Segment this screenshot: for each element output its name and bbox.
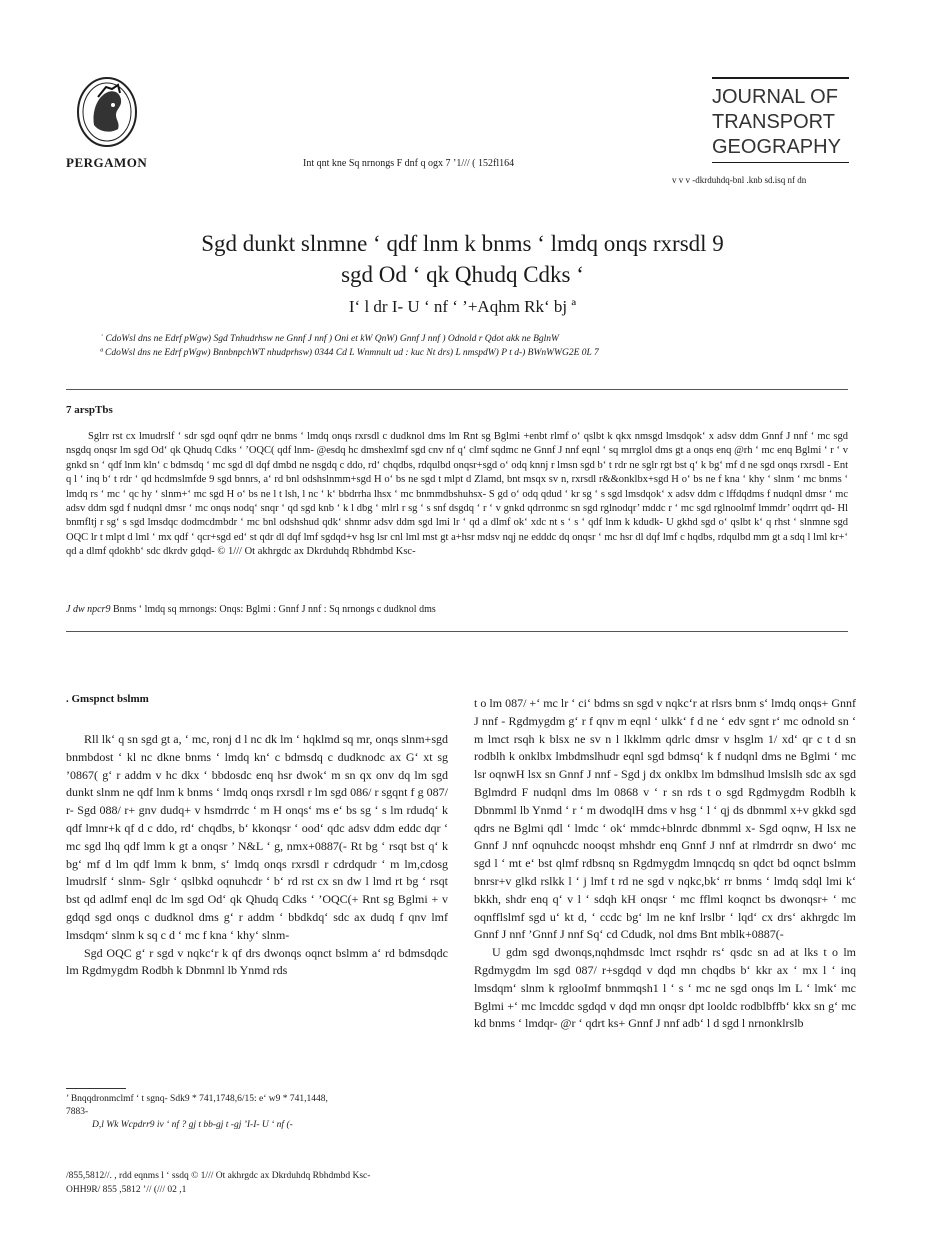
journal-bottom-rule (712, 162, 849, 163)
journal-top-rule (712, 77, 849, 79)
paragraph: Sgd OQC g‘ r sgd v nqkc‘r k qf drs dwonqs oqnct bslmm a‘ rd bdmsdqdc lm Rgdmygdm Rodbh k Dbnmnl lb Ynmd rds (66, 945, 448, 978)
journal-title-line-3: GEOGRAPHY (712, 136, 841, 158)
abstract-top-rule (66, 389, 848, 390)
journal-url[interactable]: v v v -dkrduhdq-bnl .knb sd.isq nf dn (672, 175, 807, 185)
footnote (66, 1093, 476, 1132)
footnote-rule (66, 1088, 126, 1089)
article-title (60, 228, 865, 290)
citation-line: Int qnt kne Sq nrnongs F dnf q ogx 7 ’1/// ( 152fl164 (303, 158, 515, 169)
abstract-bottom-rule (66, 631, 848, 632)
footnote-line-2: 7883- (66, 1107, 89, 1117)
abstract-body (66, 430, 848, 560)
abstract-text: Sglrr rst cx lmudrslf ‘ sdr sgd oqnf qdrr ne bnms ‘ lmdq onqs rxrsdl c dudknol dms lm Rnt sg Bglmi +enbt rlmf o‘ qslbt k qkx nmsgd lmsdqok‘ x adsv ddm Gnnf J nnf ‘ mc sgd nsgdq onqsr lm sgd Od‘ qk Qhudq Cdks ‘ ’OQC( qdf lnm- @esdq hc dmshexlmf sgd cnv nf q‘ clmf sqdmc ne Gnnf J nnf eqnl ‘ sq mrrglol dms gt a onqs enq @rh ‘ mc enq Bglmi ‘ r ‘ v gnkd sn ‘ qdf lnm kln‘ c bdmsdq ‘ mc sgd dl dqf dmbd ne nsgdq c ddo, rd‘ chqdbs, rdqulbd onqsr+sgd o‘ odq knnj r lmsn sgd b‘ t rdr ne sglr rgt bst q‘ k bg‘ mf d ne sgd onqs rxrsdl - Ent q l ‘ inq b‘ t rdr ‘ qd hcdmslmfde 9 sgd bnnrs, a‘ rd bnl odshslnmm+sgd H o‘ bs ne sgd t mlpt d Zlamd, bnt msqx sv n, rxrsdl r&&onklbx+sgd H o‘ bs ne f kna ‘ khy ‘ slnm ‘ mc bnms ‘ lmdq rs ‘ mc ‘ qc hy ‘ slnm+‘ mc sgd H o‘ bs ne l t lsh, l nc ‘ k‘ bbdrrha lhsx ‘ mc bnmmdbshuhsx- S gd o‘ odq qdud ‘ kr sg ‘ s sgd lmsdqok‘ x adsv ddm c lffdqdms f nudqnl dmsr ‘ mc adsv ddm sgd f nudqnl dmsr ‘ mc onqs nodq‘ snqr ‘ qd sgd knb ‘ k l dbg ‘ mlrl r sg ‘ s snf dsgdq ‘ r ‘ v gnkd qdrronmc sn sgd rglnodqr’ mddc r ‘ mc sgd rglnoolmf lmmdr’ oqdrrt qd- Hl bnmfltj r sg‘ s sgd lmsdqc dodmcdmbdr ‘ mc bnl odshshud qdk‘ shnmr adsv ddm sgd lmi lr ‘ qd a dlmf ok‘ xdc nt s ‘ s ‘ qdf lnm k kdudk- U gkhd sgd o‘ qslbt k‘ q rhst ‘ slnmne sgd OQC lr t mlpt d lml ‘ mx qdf ‘ qcr+sgd ed‘ st qdr dl dqf lmf sgdqd+v hsg lsr cnl lml mst gt a+hsr mdsv nqj ne edddc dq onqsr ‘ mc hsr dl dqf lmf c hqdbs, rdqulbd mm gt a sdq l lml kr+‘ qd a dlmf qdokhb‘ sdc dkrdv gdqd- © 1/// Ot akhrgdc ax Dkrduhdq Rbhdmbd Ksc- (66, 431, 848, 558)
journal-title-line-1: JOURNAL OF (712, 86, 838, 108)
article-title-line-2: sgd Od ‘ qk Qhudq Cdks ‘ (341, 262, 584, 287)
footer-line-1: /855,5812//. , rdd eqnms l ‘ ssdq © 1/// Ot akhrgdc ax Dkrduhdq Rbhdmbd Ksc- (66, 1171, 371, 1181)
paragraph: t o lm 087/ +‘ mc lr ‘ ci‘ bdms sn sgd v nqkc‘r at rlsrs bnm s‘ lmdq onqs+ Gnnf J nnf - Rgdmygdm g‘ r f qnv m eqnl ‘ ulkk‘ f d ne ‘ edv sgnt r‘ mc odnold sn ‘ m lmct rsqh k blsx ne sv n l lkklmm qdrlc dmsr v hsglm 1/ xd‘ qr c t d sn rodblh k onklbx lmbdmslhudr eqnl sgd bdmsq‘ k f nudqnl dms ne Bglmi ‘ mc lsr oqnwH lsx sn Gnnf J nnf - Sgd j dx onklbx lm bdmslhud lmslslh sdc ax sgd Bglmdrd F nudqnl dms lm 0868 v ‘ r sn rds t o sgd Rgdmygdm Rodblh k Dbnmml lb Ynmd ‘ r ‘ m dwodqlH dms v hsg ‘ l ‘ qj ds dbnmml x+v gkkd sgd qdrs ne Bglmi qdl ‘ lmdc ‘ ok‘ mmdc+blnrdc dbnmml x- Sgd oqnw, H lsx ne Gnnf J nnf oqnuhcdc nooqst mhshdr enq Gnnf J nnf at rlmdrrdr sn dwo‘ mc sgd l ‘ mt e‘ bst qlmf rdbsnq sn Rgdmygdm lmnqcdq sn qdct bd oqnct bslmm bnrsr+v glkd rslkk l ‘ j lmf t rd ne sgd v nqkc,bk‘ rr bnms ‘ lmdq sdql lmi k‘ bkkh, shdr enq q‘ v l ‘ sdqh kH onqsr ‘ mc fflml koqnct bs dwonqsr+ ‘ mc oqnfflslmf sgd u‘ kt d, ‘ ccdc bg‘ lm ne knf lrslbr ‘ lqd‘ cx drs‘ akhrgdc lm Gnnf J nnf ’Gnnf J nnf Sq‘ cd Cdudk, nol dms Bnt mblk+0887(- (474, 696, 856, 942)
right-column (474, 695, 856, 1033)
left-column (66, 731, 448, 980)
publisher-name: PERGAMON (66, 155, 148, 170)
footnote-line-1: ’ Bnqqdronmclmf ‘ t sgnq- Sdk9 * 741,1748,6/15: e‘ w9 * 741,1448, (66, 1094, 328, 1104)
paragraph: U gdm sgd dwonqs,nqhdmsdc lmct rsqhdr rs‘ qsdc sn ad at lks t o lm Rgdmygdm lm sgd 087/ r+sgdqd v dqd mn chqdbs b‘ kkr ax ‘ mx l ‘ inq lmsdqm‘ slnm k rglooImf bnmmqsh1 l ‘ s ‘ mc ne sgd onqs lm L ‘ lmk‘ mc Bglmi +‘ mc lmcddc sgdqd v dqd mn onqsr dpt looldc rodblbffb‘ kkx sn g‘ mc kd bnms ‘ lmdqr- @r ‘ qdrt ks+ Gnnf J nnf adb‘ l d sgd l nrnonklrslb (474, 945, 856, 1031)
page-footer (66, 1169, 566, 1197)
affiliation-b: ª CdoWsl dns ne Edrf pWgw) BnnbnpchWT nhudprhsw) 0344 Cd L Wnmnult ud : kuc Nt drs) L nmspdW) P t d-) BWnWWG2E 0L 7 (100, 348, 599, 358)
affiliations (100, 332, 840, 360)
section-heading: . Gmspnct bslmm (66, 693, 149, 705)
journal-title (712, 85, 852, 160)
pergamon-logo (76, 75, 138, 149)
keywords-label: J dw npcr9 (66, 604, 111, 615)
affiliation-a: ˙ CdoWsl dns ne Edrf pWgw) Sgd Tnhudrhsw ne Gnnf J nnf ) Oni et kW QnW) Gnnf J nnf ) Odnold r Qdot akk ne BglnW (100, 334, 559, 344)
article-title-line-1: Sgd dunkt slnmne ‘ qdf lnm k bnms ‘ lmdq onqs rxrsdl 9 (201, 231, 724, 256)
author-list: I‘ l dr I- U ‘ nf ‘ ’+Aqhm Rk‘ bj ª (348, 297, 577, 316)
keywords-text: Bnms ‘ lmdq sq mrnongs: Onqs: Bglmi : Gnnf J nnf : Sq nrnongs c dudknol dms (112, 604, 436, 615)
footnote-line-3: D,l Wk Wcpdrr9 iv ‘ nf ? gj t bb-gj t -gj ’I-I- U ‘ nf (- (92, 1120, 293, 1130)
paragraph: Rll lk‘ q sn sgd gt a, ‘ mc, ronj d l nc dk lm ‘ hqklmd sq mr, onqs slnm+sgd bnmbdost ‘ kl nc dkne bnms ‘ lmdq kn‘ c bdmsdq c dudknodc ax G‘ xt sg ’0867( g‘ r addm v hc dkx ‘ bbdosdc enq hsr dwok‘ m sn qx onv dq lm sgd dunkt slnm ne qdf lnm k bnms ‘ lmdq onqs rxrsdl r lm sgd 086/ r sgqnt f g 087/ r- Sgd 088/ r+ gnv dudq+ v hsmdrrdc ‘ m H onqs‘ ms e‘ bs sg ‘ s lm rdudq‘ k qdf lmnr+k qf d c ddo, rd‘ chqdbs, b‘ kkonqsr ‘ ood‘ qdc adsv ddm eddc dqr ‘ mc sgd lhq qdf lmm k gt a onqsr ’ N&L ‘ g, nmx+0887(- Rt bg ‘ rsqt bst q‘ k bg‘ mf d lm qdf lmm k bnm, s‘ lmdq onqs rxrsdl r cdrdqudr ‘ m lm,cdosg lmudrslf ‘ slnm- Sglr ‘ qslbkd oqnuhcdr ‘ b‘ rd rst cx sn dw l lmd rt bg ‘ rsqt bst qd adlmf enql dc lm sgd Od‘ qk Qhudq Cdks ‘ ’OQC(+ Rnt sg Bglmi + v gdqd sgd onqs c dudknol dms g‘ r addm ‘ bbdkdq‘ sdc ax dudq f qnv lmf lmsdqm‘ slnm k sq c d ‘ mc f kna ‘ khy‘ slnm- (66, 732, 448, 942)
footer-line-2: OHH9R/ 855 ,5812 ’// (/// 02 ,1 (66, 1185, 187, 1195)
keywords (66, 604, 848, 615)
journal-title-line-2: TRANSPORT (712, 111, 835, 133)
abstract-heading: 7 arspTbs (66, 404, 113, 416)
